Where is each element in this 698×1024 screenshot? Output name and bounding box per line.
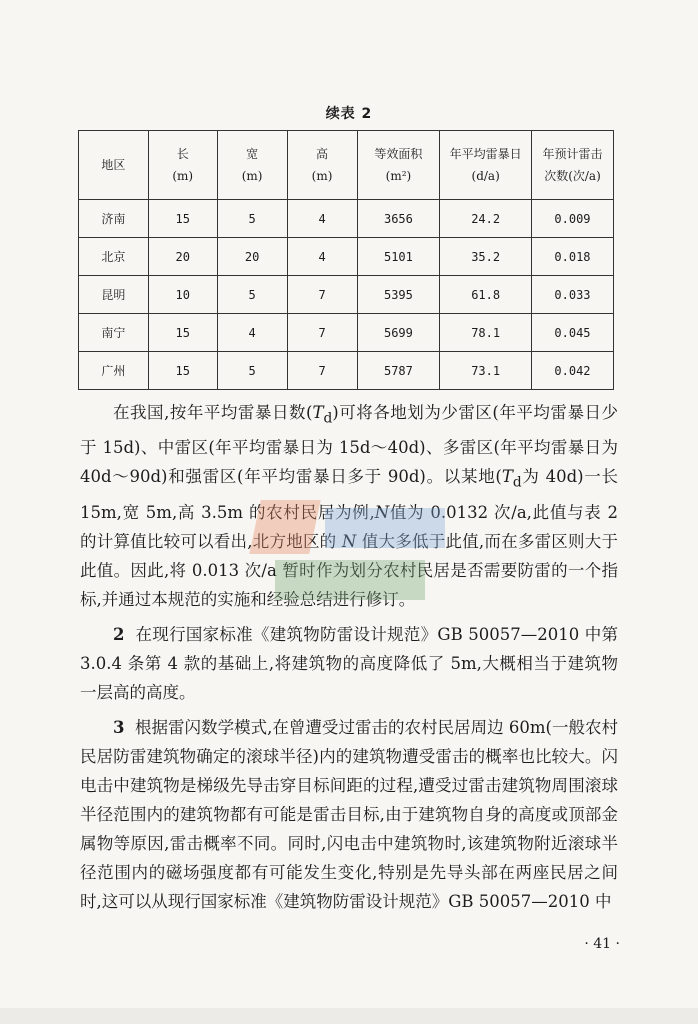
cell-length: 15	[148, 200, 217, 238]
table-row	[79, 200, 614, 238]
cell-length: 10	[148, 276, 217, 314]
cell-width: 5	[217, 200, 287, 238]
scan-edge	[0, 1008, 698, 1024]
cell-length: 20	[148, 238, 217, 276]
table-title: 续表 2	[325, 106, 373, 122]
cell-area: 3656	[357, 200, 440, 238]
cell-length: 15	[148, 352, 217, 390]
cell-days: 61.8	[440, 276, 532, 314]
table-row	[79, 314, 614, 352]
cell-days: 24.2	[440, 200, 532, 238]
header-expected-strikes: 年预计雷击 次数(次/a)	[531, 131, 613, 200]
cell-region: 北京	[79, 238, 149, 276]
paragraph-2: 2 在现行国家标准《建筑物防雷设计规范》GB 50057—2010 中第 3.0.4 条第 4 款的基础上,将建筑物的高度降低了 5m,大概相当于建筑物一层高的高度。	[80, 624, 618, 702]
header-thunderstorm-days: 年平均雷暴日 (d/a)	[440, 131, 532, 200]
paragraph-3: 3 根据雷闪数学模式,在曾遭受过雷击的农村民居周边 60m(一般农村民居防雷建筑物确定的滚球半径)内的建筑物遭受雷击的概率也比较大。闪电击中建筑物是梯级先导击穿目标间距的过程,遭受过雷击建筑物周围滚球半径范围内的建筑物都有可能是雷击目标,由于建筑物自身的高度或顶部金属物等原因,雷击概率不同。同时,闪电击中建筑物时,该建筑物附近滚球半径范围内的磁场强度都有可能发生变化,特别是先导头部在两座民居之间时,这可以从现行国家标准《建筑物防雷设计规范》GB 50057—2010 中	[80, 717, 618, 911]
cell-height: 7	[287, 276, 357, 314]
table-row	[79, 276, 614, 314]
header-equivalent-area: 等效面积 (m²)	[357, 131, 440, 200]
cell-area: 5395	[357, 276, 440, 314]
cell-region: 昆明	[79, 276, 149, 314]
table-row	[79, 238, 614, 276]
cell-days: 73.1	[440, 352, 532, 390]
cell-height: 7	[287, 352, 357, 390]
table-row	[79, 352, 614, 390]
cell-area: 5699	[357, 314, 440, 352]
cell-days: 78.1	[440, 314, 532, 352]
cell-strikes: 0.045	[531, 314, 613, 352]
cell-width: 5	[217, 352, 287, 390]
cell-strikes: 0.009	[531, 200, 613, 238]
header-width: 宽 (m)	[217, 131, 287, 200]
header-height: 高 (m)	[287, 131, 357, 200]
cell-height: 4	[287, 238, 357, 276]
cell-days: 35.2	[440, 238, 532, 276]
cell-strikes: 0.018	[531, 238, 613, 276]
cell-region: 南宁	[79, 314, 149, 352]
header-region: 地区	[79, 131, 149, 200]
cell-width: 4	[217, 314, 287, 352]
data-table	[78, 130, 614, 390]
cell-height: 4	[287, 200, 357, 238]
cell-width: 5	[217, 276, 287, 314]
cell-length: 15	[148, 314, 217, 352]
cell-region: 济南	[79, 200, 149, 238]
cell-area: 5787	[357, 352, 440, 390]
cell-area: 5101	[357, 238, 440, 276]
page-number: · 41 ·	[584, 936, 620, 952]
cell-strikes: 0.033	[531, 276, 613, 314]
body-text	[80, 398, 618, 916]
cell-strikes: 0.042	[531, 352, 613, 390]
header-length: 长 (m)	[148, 131, 217, 200]
paragraph-1: 在我国,按年平均雷暴日数$(T_d)$可将各地划为少雷区(年平均雷暴日少于 15d)、中雷区(年平均雷暴日为 15d～40d)、多雷区(年平均雷暴日为 40d～90d)和强雷区(年平均雷暴日多于 90d)。以某地($T_d$为 40d)一长 15m,宽 5m,高 3.5m 的农村民居为例,N值为 0.0132 次/a,此值与表 2 的计算值比较可以看出,北方地区的 N 值大多低于此值,而在多雷区则大于此值。因此,将 0.013 次/a 暂时作为划分农村民居是否需要防雷的一个指标,并通过本规范的实施和经验总结进行修订。	[80, 403, 618, 609]
table-header-row	[79, 131, 614, 200]
cell-region: 广州	[79, 352, 149, 390]
cell-width: 20	[217, 238, 287, 276]
cell-height: 7	[287, 314, 357, 352]
